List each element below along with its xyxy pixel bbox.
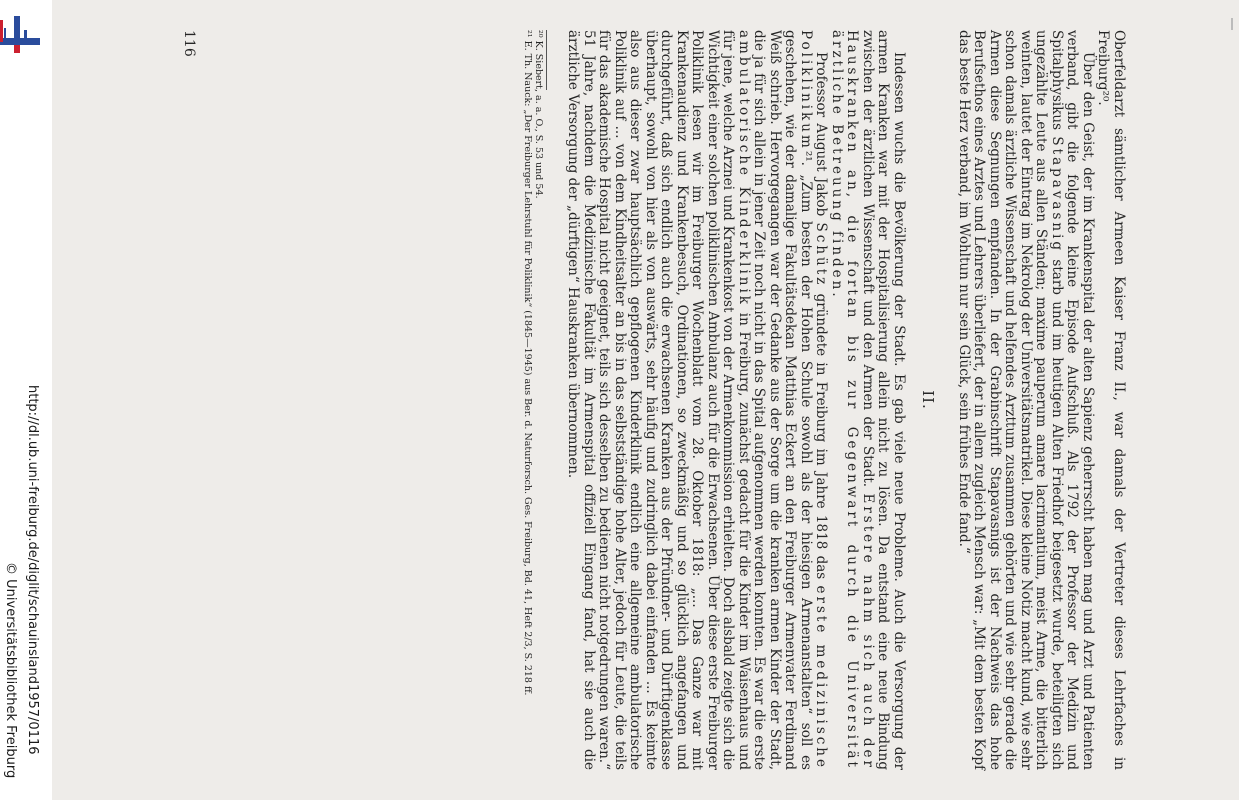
paragraph-2-text-a: Über den Geist, der im Krankenspital der alten Sapienz geherrscht haben mag und Arzt und Patienten verband, gibt die folgende kleine Episode Aufschluß. Als 1792 der Professor der Medizin und Spitalphysikus: [1048, 30, 1096, 770]
paragraph-3: [828, 30, 906, 770]
footnote-20: ²⁰ K. Siebert, a. a. O., S. 53 und 54.: [532, 30, 544, 199]
paragraph-2-name: Stapavasnig: [1048, 136, 1065, 254]
paragraph-4-text-c: ²¹. „Zum besten der Hohen Schule sowohl als der hiesigen Armenanstalten“ soll es geschehen, wie der damalige Fakultätsdekan Matthias Eckert an den Freiburger Armenvater Ferdinand Weiß schrieb. Hervorgegangen war der Gedanke aus der Sorge um die kranken armen Kinder der Stadt, die ja für sich allein in jener Zeit noch nicht in das Spital aufgenommen werden konnten. Es war die erste: [751, 30, 814, 770]
copyright-notice: © Universitätsbibliothek Freiburg: [3, 562, 18, 779]
paragraph-4-text-d: in Freiburg, zunächst gedacht für die Kinder im Waisenhaus und für jene, welche Arznei und Krankenkost von der Armenkommission erhielten. Doch alsbald zeigte sich die Wichtigkeit einer solchen poliklinischen Ambulanz auch für die Erwachsenen. Über diese erste Freiburger Poliklinik lesen wir im Freiburger Wochenblatt vom 28. Oktober 1818: „... Das Ganze war mit Krankenaudienz und Krankenbesuch, Ordinationen, so zweckmäßig und so glücklich angefangen und durchgeführt, daß sich endlich auch die erwachsenen Kranken aus der Pfründner- und Dürftigenklasse überhaupt, sowohl von hier als von auswärts, sehr häufig und zudringlich dabei einfanden ... Es keimte also aus dieser zwar hauptsächlich gepflogenen Kinderklinik endlich eine allgemeine ambulatorische Poliklinik auf ... von dem Kindheitsalter an bis in das selbstständige hohe Alter, jedoch für Leute, die teils für das akademische Hospital nicht geeignet, teils sich desselben zu bedienen nicht notgedrungen waren.“ 51 Jahre, nachdem die Medizinische Fakultät im Armenspital offiziell Eingang fand, hat sie auch die ärztliche Versorgung der „dürftigen“ Hauskranken übernommen.: [565, 30, 752, 770]
paragraph-1: Oberfeldarzt sämtlicher Armeen Kaiser Franz II., war damals der Vertreter dieses Lehrfaches in Freiburg²⁰.: [1095, 30, 1127, 770]
paragraph-2-text-b: starb und im heutigen Alten Friedhof beigesetzt wurde, beteiligten sich ungezählte Leute aus allen Ständen; maxime pauperum amare lacrimantium, meist Arme, die bitterlich weinten, lautet der Eintrag im Nekrolog der Universitätsmatrikel. Diese kleine Notiz macht kund, wie sehr schon damals ärztliche Wissenschaft und helfendes Arzttum zusammen gehörten und wie sehr gerade die Armen diese Segnungen empfanden. In der Grabinschrift Stapavasnigs ist der Nachweis das hohe Berufsethos eines Arztes und Lehrers überliefert, der in allem zugleich Mensch war: „Mit dem besten Kopf das beste Herz verband, im Wohltun nur sein Glück, sein frühes Ende fand.“: [955, 30, 1065, 770]
paragraph-3-spaced: Erstere nahm sich auch der Hauskranken an, die fortan bis zur Gegenwart durch die Universität ärztliche Betreuung finden.: [828, 30, 876, 770]
paragraph-4-spaced-2: ambulatorische Kinderklinik: [735, 30, 752, 307]
footnote-21: ²¹ E. Th. Nauck: „Der Freiburger Lehrstuhl für Poliklinik“ (1845—1945) aus Ber. d. Naturforsch. Ges. Freiburg, Bd. 41, Heft 2/3, S. 218 ff.: [522, 30, 533, 696]
section-heading: II.: [919, 390, 937, 410]
page-edge-mark: [1231, 18, 1233, 30]
scanned-page: [52, 0, 1239, 800]
ub-freiburg-logo-icon: [0, 8, 40, 53]
paragraph-4-text-b: gründete in Freiburg im Jahre 1818 das: [813, 287, 829, 586]
paragraph-4-text-a: Professor August Jakob: [813, 52, 829, 223]
source-url-link[interactable]: http://dl.ub.uni-freiburg.de/diglit/schauinsland1957/0116: [25, 385, 40, 755]
page-content: [166, 30, 1126, 770]
paragraph-2: [955, 30, 1095, 770]
paragraph-4: [565, 30, 829, 770]
viewer-sidebar: [0, 0, 52, 800]
paragraph-4-name: Schütz: [813, 222, 829, 288]
footnote-divider: [546, 30, 547, 90]
paragraph-4-spaced-1: erste medizinische Poliklinikum: [797, 30, 829, 770]
paragraph-3-text: Indessen wuchs die Bevölkerung der Stadt. Es gab viele neue Probleme. Auch die Versorgung der armen Kranken war mit der Hospitalisierung allein nicht zu lösen. Da entstand eine neue Bindung zwischen der ärztlichen Wissenschaft und den Armen der Stadt.: [859, 30, 907, 770]
page-number: 116: [180, 30, 197, 57]
footnotes: [522, 30, 543, 770]
